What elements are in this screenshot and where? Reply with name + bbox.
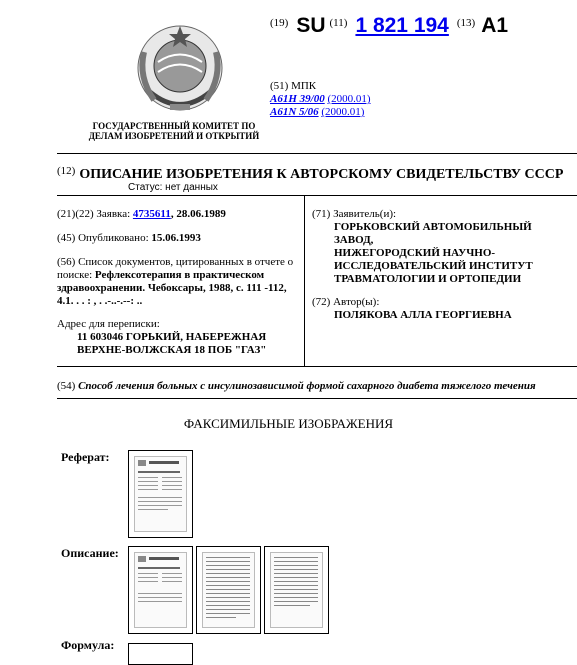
address-line-1: 11 603046 ГОРЬКИЙ, НАБЕРЕЖНАЯ (77, 331, 267, 343)
address-label: Адрес для переписки: (57, 318, 160, 330)
invention-title: Способ лечения больных с инсулинозависимой формой сахарного диабета тяжелого течения (78, 380, 536, 392)
page-preview-icon (134, 552, 187, 628)
description-thumbnail-3[interactable] (264, 546, 329, 634)
ipc-version-1[interactable]: (2000.01) (327, 93, 371, 105)
page-preview-icon (134, 456, 187, 532)
citations-text: Рефлексотерапия в практическом здравоохранении. Чебоксары, 1988, с. 111 -112, 4.1. . . : , . .-..-.--: .. (57, 269, 287, 307)
referat-thumbnail[interactable] (128, 450, 193, 538)
ipc-code-1[interactable]: A61H 39/00 (270, 93, 325, 105)
ipc-version-2[interactable]: (2000.01) (321, 106, 365, 118)
kind-code: A1 (481, 14, 509, 37)
published-date: 15.06.1993 (151, 232, 201, 244)
field-13-label: (13) (456, 17, 476, 29)
application-number-link[interactable]: 4735611 (132, 208, 171, 220)
patent-number-link[interactable]: 1 821 194 (355, 14, 449, 37)
formula-thumbnail[interactable] (128, 643, 193, 665)
field-12-label: (12) (57, 165, 76, 177)
author-label: (72) Автор(ы): (312, 296, 380, 308)
description-label: Описание: (61, 546, 119, 560)
applicant-line-1: ГОРЬКОВСКИЙ АВТОМОБИЛЬНЫЙ (334, 221, 532, 233)
facsimile-heading: ФАКСИМИЛЬНЫЕ ИЗОБРАЖЕНИЯ (183, 416, 394, 431)
status-text: Статус: нет данных (128, 182, 218, 193)
applicant-label: (71) Заявитель(и): (312, 208, 397, 220)
page-preview-icon (202, 552, 255, 628)
committee-line-1: ГОСУДАРСТВЕННЫЙ КОМИТЕТ ПО (92, 121, 256, 131)
description-thumbnail-1[interactable] (128, 546, 193, 634)
field-54-label: (54) (57, 380, 76, 392)
field-11-label: (11) (329, 17, 348, 29)
committee-line-2: ДЕЛАМ ИЗОБРЕТЕНИЙ И ОТКРЫТИЙ (88, 131, 260, 141)
applicant-line-3: НИЖЕГОРОДСКИЙ НАУЧНО- (334, 247, 496, 259)
ipc-code-2[interactable]: A61N 5/06 (270, 106, 319, 118)
ipc-label: (51) МПК (270, 80, 317, 92)
published-label: (45) Опубликовано: (57, 232, 149, 244)
country-code: SU (296, 14, 326, 37)
ipc-block (270, 80, 371, 119)
application-date: , 28.06.1989 (170, 208, 226, 220)
description-thumbnail-2[interactable] (196, 546, 261, 634)
formula-label: Формула: (61, 638, 115, 652)
applicant-line-2: ЗАВОД, (334, 234, 374, 246)
author-name: ПОЛЯКОВА АЛЛА ГЕОРГИЕВНА (334, 309, 512, 321)
applicant-line-5: ТРАВМАТОЛОГИИ И ОРТОПЕДИИ (334, 273, 522, 285)
applicant-line-4: ИССЛЕДОВАТЕЛЬСКИЙ ИНСТИТУТ (334, 260, 533, 272)
citations-label: (56) Список документов, цитированных в отчете о поиске: (57, 256, 294, 281)
referat-label: Реферат: (61, 450, 110, 464)
state-emblem-icon (128, 22, 232, 118)
page-preview-icon (270, 552, 323, 628)
field-19-label: (19) (270, 17, 289, 29)
document-title: ОПИСАНИЕ ИЗОБРЕТЕНИЯ К АВТОРСКОМУ СВИДЕТЕЛЬСТВУ СССР (79, 167, 564, 182)
application-label: (21)(22) Заявка: (57, 208, 131, 220)
address-line-2: ВЕРХНЕ-ВОЛЖСКАЯ 18 ПОБ "ГАЗ" (77, 344, 267, 356)
